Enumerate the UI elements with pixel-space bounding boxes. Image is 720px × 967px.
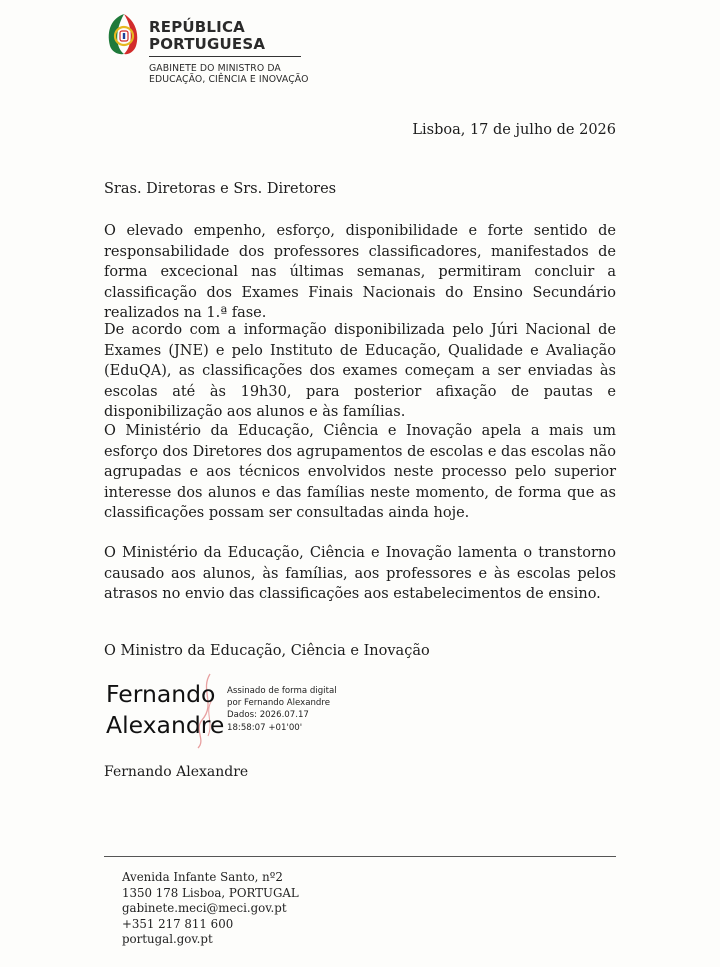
footer-phone: +351 217 811 600 — [122, 916, 234, 931]
digital-signature-name: Fernando Alexandre — [106, 680, 225, 739]
footer-website: portugal.gov.pt — [122, 932, 213, 947]
greeting: Sras. Diretoras e Srs. Diretores — [104, 181, 337, 197]
office-name: GABINETE DO MINISTRO DA EDUCAÇÃO, CIÊNCIA E INOVAÇÃO — [149, 63, 309, 85]
republic-name: REPÚBLICA PORTUGUESA — [149, 18, 266, 53]
government-logo — [104, 12, 314, 92]
footer-address-line-1: Avenida Infante Santo, nº2 — [122, 870, 283, 884]
footer-email: gabinete.meci@meci.gov.pt — [122, 901, 287, 916]
body-paragraph-3: O Ministério da Educação, Ciência e Inovação apela a mais um esforço dos Diretores dos agrupamentos de escolas e das escolas não agrupadas e aos técnicos envolvidos neste processo pelo superior interesse dos alunos e das famílias neste momento, de forma que as classificações possam ser consultadas ainda hoje. — [104, 423, 616, 521]
body-paragraph-2: De acordo com a informação disponibilizada pelo Júri Nacional de Exames (JNE) e pelo Instituto de Educação, Qualidade e Avaliação (EduQA), as classificações dos exames começam a ser enviadas às escolas até às 19h30, para posterior afixação de pautas e disponibilização aos alunos e às famílias. — [104, 322, 616, 420]
footer-address-line-2: 1350 178 Lisboa, PORTUGAL — [122, 885, 299, 900]
signer-name: Fernando Alexandre — [104, 764, 249, 780]
letter-date: Lisboa, 17 de julho de 2026 — [412, 122, 616, 138]
closing-title: O Ministro da Educação, Ciência e Inovação — [104, 643, 430, 659]
footer-divider — [104, 856, 616, 857]
logo-divider — [149, 56, 301, 57]
digital-signature-details: Assinado de forma digital por Fernando Alexandre Dados: 2026.07.17 18:58:07 +01'00' — [227, 686, 337, 733]
portuguese-emblem-icon — [104, 12, 146, 56]
body-paragraph-1: O elevado empenho, esforço, disponibilidade e forte sentido de responsabilidade dos professores classificadores, manifestados de forma excecional nas últimas semanas, permitiram concluir a classificação dos Exames Finais Nacionais do Ensino Secundário realizados na 1.ª fase. — [104, 223, 616, 321]
footer-contact — [122, 870, 299, 948]
body-paragraph-4: O Ministério da Educação, Ciência e Inovação lamenta o transtorno causado aos alunos, às famílias, aos professores e às escolas pelos atrasos no envio das classificações aos estabelecimentos de ensino. — [104, 545, 616, 602]
